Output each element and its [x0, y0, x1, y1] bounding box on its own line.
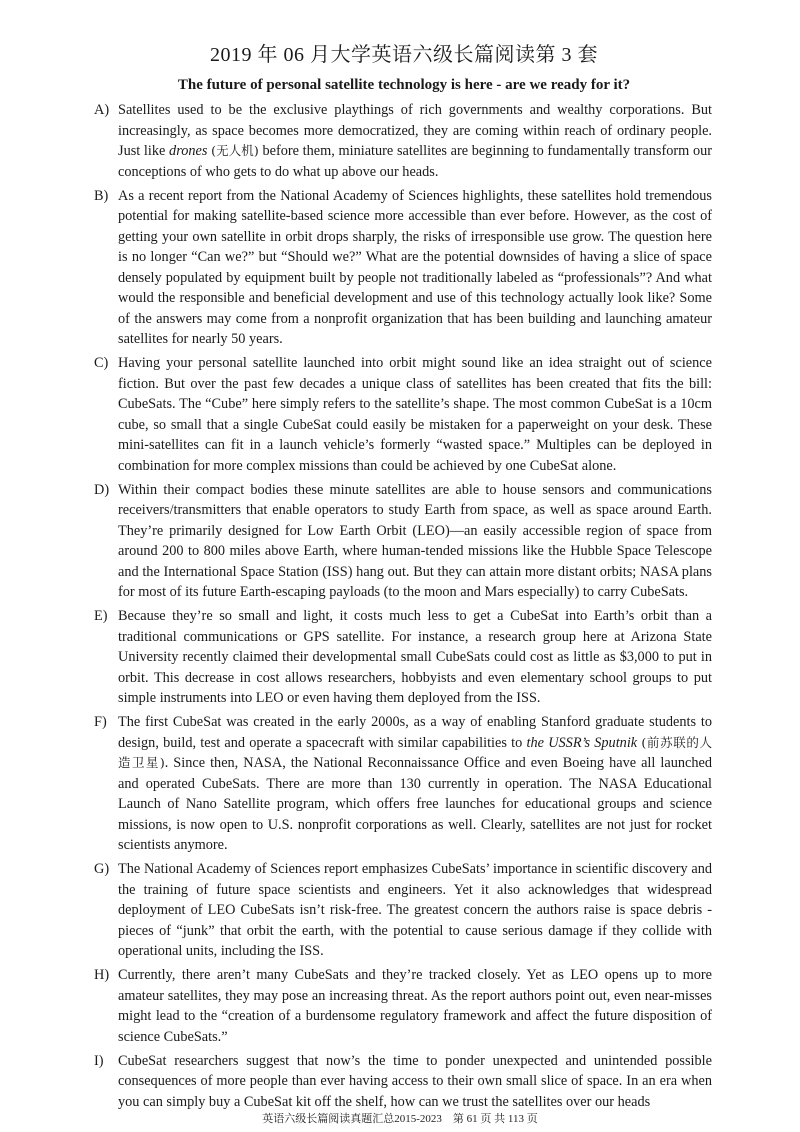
paragraph-text	[118, 1051, 712, 1113]
text-segment: Within their compact bodies these minute satellites are able to house sensors and communications receivers/transmitters that enable operators to study Earth from space, as well as space around Earth. They’re primarily designed for Low Earth Orbit (LEO)—an easily accessible region of space from around 200 to 800 miles above Earth, where human-tended missions like the Hubble Space Telescope and the International Space Station (ISS) hang out. But they can attain more distant orbits; NASA plans for most of its future Earth-escaping payloads (to the moon and Mars especially) to carry CubeSats.	[118, 481, 712, 600]
paragraph-text	[118, 712, 712, 856]
paragraph	[96, 712, 712, 856]
article-body	[96, 100, 712, 1112]
chinese-gloss: (前苏联的人造卫星)	[118, 734, 713, 770]
paragraph	[96, 859, 712, 962]
chinese-gloss: (无人机)	[211, 143, 259, 158]
text-segment: Because they’re so small and light, it costs much less to get a CubeSat into Earth’s orbit than a traditional communications or GPS satellite. For instance, a research group here at Arizona State University recently claimed their developmental small CubeSats could cost as little as $3,000 to put in orbit. This decrease in cost allows researchers, hobbyists and even elementary school groups to put simple instruments into LEO or even having them deployed from the ISS.	[118, 608, 712, 706]
text-segment: The first CubeSat was created in the early 2000s, as a way of enabling Stanford graduate students to design, build, test and operate a spacecraft with similar capabilities to	[118, 714, 712, 751]
page-footer: 英语六级长篇阅读真题汇总2015-2023 第 61 页 共 113 页	[262, 1113, 538, 1125]
text-segment: Satellites used to be the exclusive playthings of rich governments and wealthy corporations. But increasingly, as space becomes more democratized, they are coming within reach of ordinary people. Just like	[118, 102, 712, 159]
document-title: 2019 年 06 月大学英语六级长篇阅读第 3 套	[210, 44, 598, 66]
paragraph	[96, 965, 712, 1047]
italic-text: drones	[169, 143, 208, 159]
paragraph-label: I)	[94, 1052, 104, 1069]
text-segment: The National Academy of Sciences report emphasizes CubeSats’ importance in scientific discovery and the training of future space scientists and engineers. Yet it also acknowledges that widespread deployment of LEO CubeSats isn’t risk-free. The greatest concern the authors raise is space debris - pieces of “junk” that orbit the earth, with the potential to cause serious damage if they collide with operational units, including the ISS.	[118, 861, 712, 959]
paragraph-label: A)	[94, 102, 110, 118]
paragraph-label: H)	[94, 967, 110, 983]
text-segment: Currently, there aren’t many CubeSats and they’re tracked closely. Yet as LEO opens up to more amateur satellites, they may pose an increasing threat. As the report authors point out, even near-misses might lead to the “creation of a burdensome regulatory framework and affect the future disposition of science CubeSats.”	[118, 967, 712, 1045]
paragraph	[96, 606, 712, 709]
paragraph-text	[118, 100, 712, 182]
text-segment: before them, miniature satellites are beginning to fundamentally transform our conceptions of who gets to do what up above our heads.	[118, 143, 713, 180]
paragraph-text	[118, 606, 712, 709]
paragraph-label: E)	[94, 608, 108, 624]
text-segment: As a recent report from the National Academy of Sciences highlights, these satellites hold tremendous potential for making satellite-based science more accessible than ever before. However, as the cost of getting your own satellite in orbit drops sharply, the risks of irresponsible use grow. The question here is no longer “Can we?” but “Should we?” What are the potential downsides of having a slice of space densely populated by equipment built by people not traditionally labeled as “professionals”? And what would the responsible and beneficial development and use of this technology actually look like? Some of the answers may come from a nonprofit organization that has been building and launching amateur satellites for nearly 50 years.	[118, 187, 712, 347]
paragraph-label: D)	[94, 481, 110, 498]
italic-text: the USSR’s Sputnik	[526, 734, 638, 751]
paragraph	[96, 1051, 712, 1113]
article-subtitle: The future of personal satellite technology is here - are we ready for it?	[177, 77, 631, 93]
paragraph	[96, 353, 712, 476]
paragraph-text	[118, 965, 712, 1047]
paragraph-label: B)	[94, 187, 109, 204]
paragraph-label: G)	[94, 861, 110, 877]
text-segment: . Since then, NASA, the National Reconnaissance Office and even Boeing have all launched and operated CubeSats. There are more than 130 currently in operation. The NASA Educational Launch of Nano Satellite program, which offers free launches for educational groups and science missions, is now open to U.S. nonprofit corporations as well. Clearly, satellites are not just for rocket scientists anymore.	[118, 755, 712, 853]
paragraph-text	[118, 480, 712, 603]
paragraph-text	[118, 186, 712, 350]
paragraph	[96, 186, 712, 350]
paragraph-text	[118, 859, 712, 962]
paragraph	[96, 100, 712, 182]
paragraph-label: F)	[94, 714, 107, 730]
paragraph-text	[118, 353, 712, 476]
text-segment: CubeSat researchers suggest that now’s the time to ponder unexpected and unintended possible consequences of more people than ever having access to their own small slice of space. In an era when you can simply buy a CubeSat kit off the shelf, how can we trust the satellites over our heads	[118, 1052, 712, 1110]
text-segment: Having your personal satellite launched into orbit might sound like an idea straight out of science fiction. But over the past few decades a unique class of satellites has been created that fits the bill: CubeSats. The “Cube” here simply refers to the satellite’s shape. The most common CubeSat is a 10cm cube, so small that a single CubeSat could easily be mistaken for a paperweight on your desk. These mini-satellites can fit in a launch vehicle’s formerly “wasted space.” Multiples can be deployed in combination for more complex missions than could be achieved by one CubeSat alone.	[118, 355, 712, 474]
paragraph-label: C)	[94, 355, 109, 371]
paragraph	[96, 480, 712, 603]
